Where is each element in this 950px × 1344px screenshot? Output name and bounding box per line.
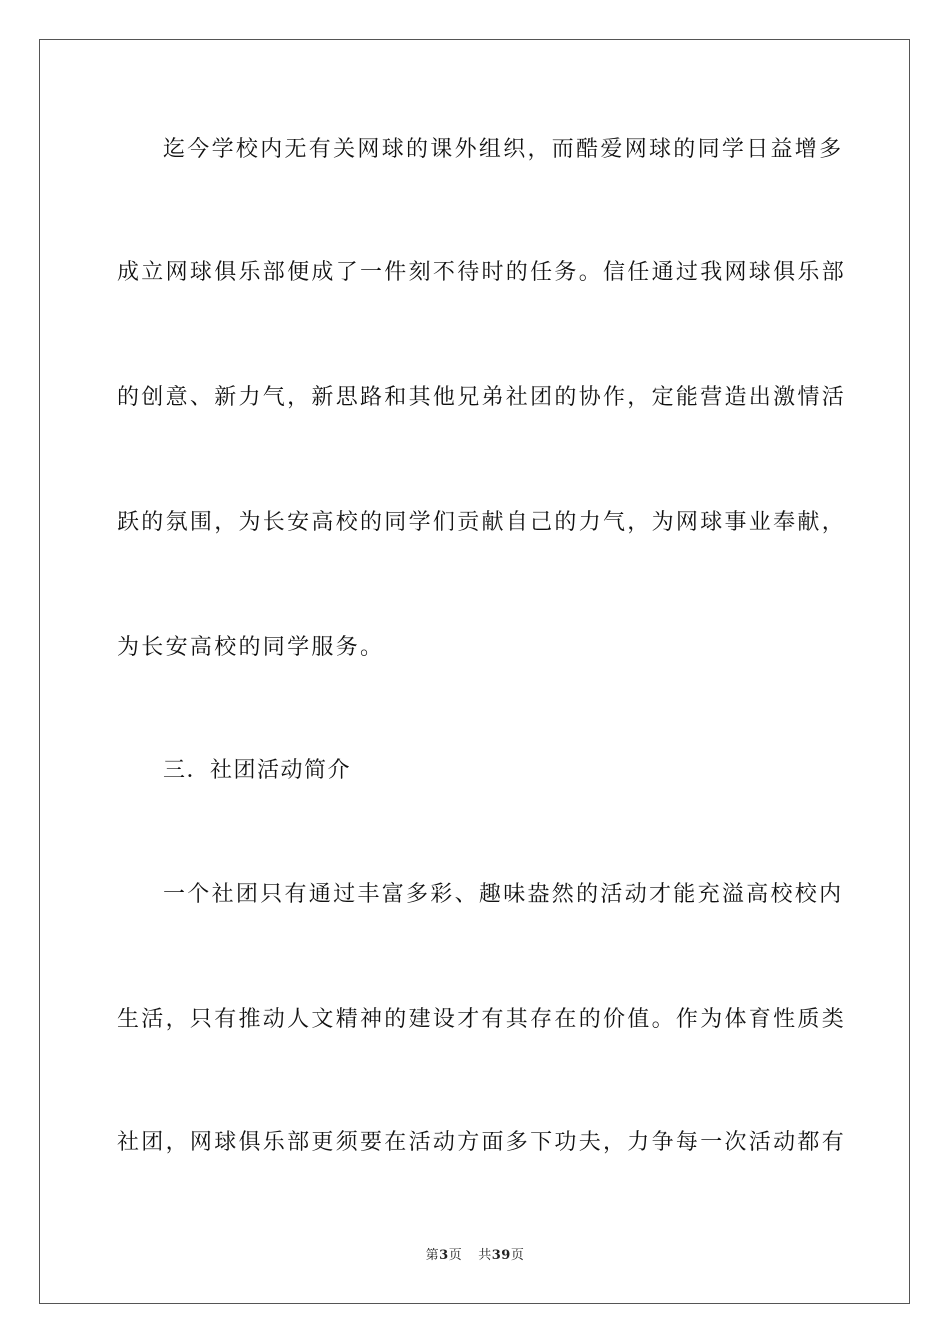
total-unit: 页 [510,1248,525,1263]
paragraph-line: 的创意、新力气，新思路和其他兄弟社团的协作，定能营造出激情活 [117,385,847,410]
paragraph-line: 跃的氛围，为长安高校的同学们贡献自己的力气，为网球事业奉献， [117,510,847,535]
page-current: 3 [439,1248,449,1263]
page-footer [0,1246,950,1266]
page-frame [39,39,910,1304]
paragraph-line: 成立网球俱乐部便成了一件刻不待时的任务。信任通过我网球俱乐部 [117,260,847,285]
paragraph-line: 一个社团只有通过丰富多彩、趣味盎然的活动才能充溢高校校内 [163,882,844,907]
page-unit: 页 [448,1248,463,1263]
paragraph-line: 社团，网球俱乐部更须要在活动方面多下功夫，力争每一次活动都有 [117,1130,847,1155]
total-prefix: 共 [478,1248,492,1263]
page-total: 39 [491,1248,511,1263]
paragraph-line: 迄今学校内无有关网球的课外组织，而酷爱网球的同学日益增多 [163,137,844,162]
paragraph-line: 生活，只有推动人文精神的建设才有其存在的价值。作为体育性质类 [117,1007,847,1032]
page-prefix: 第 [425,1248,440,1263]
paragraph-line: 为长安高校的同学服务。 [117,635,385,660]
section-heading: 三．社团活动简介 [163,758,352,783]
